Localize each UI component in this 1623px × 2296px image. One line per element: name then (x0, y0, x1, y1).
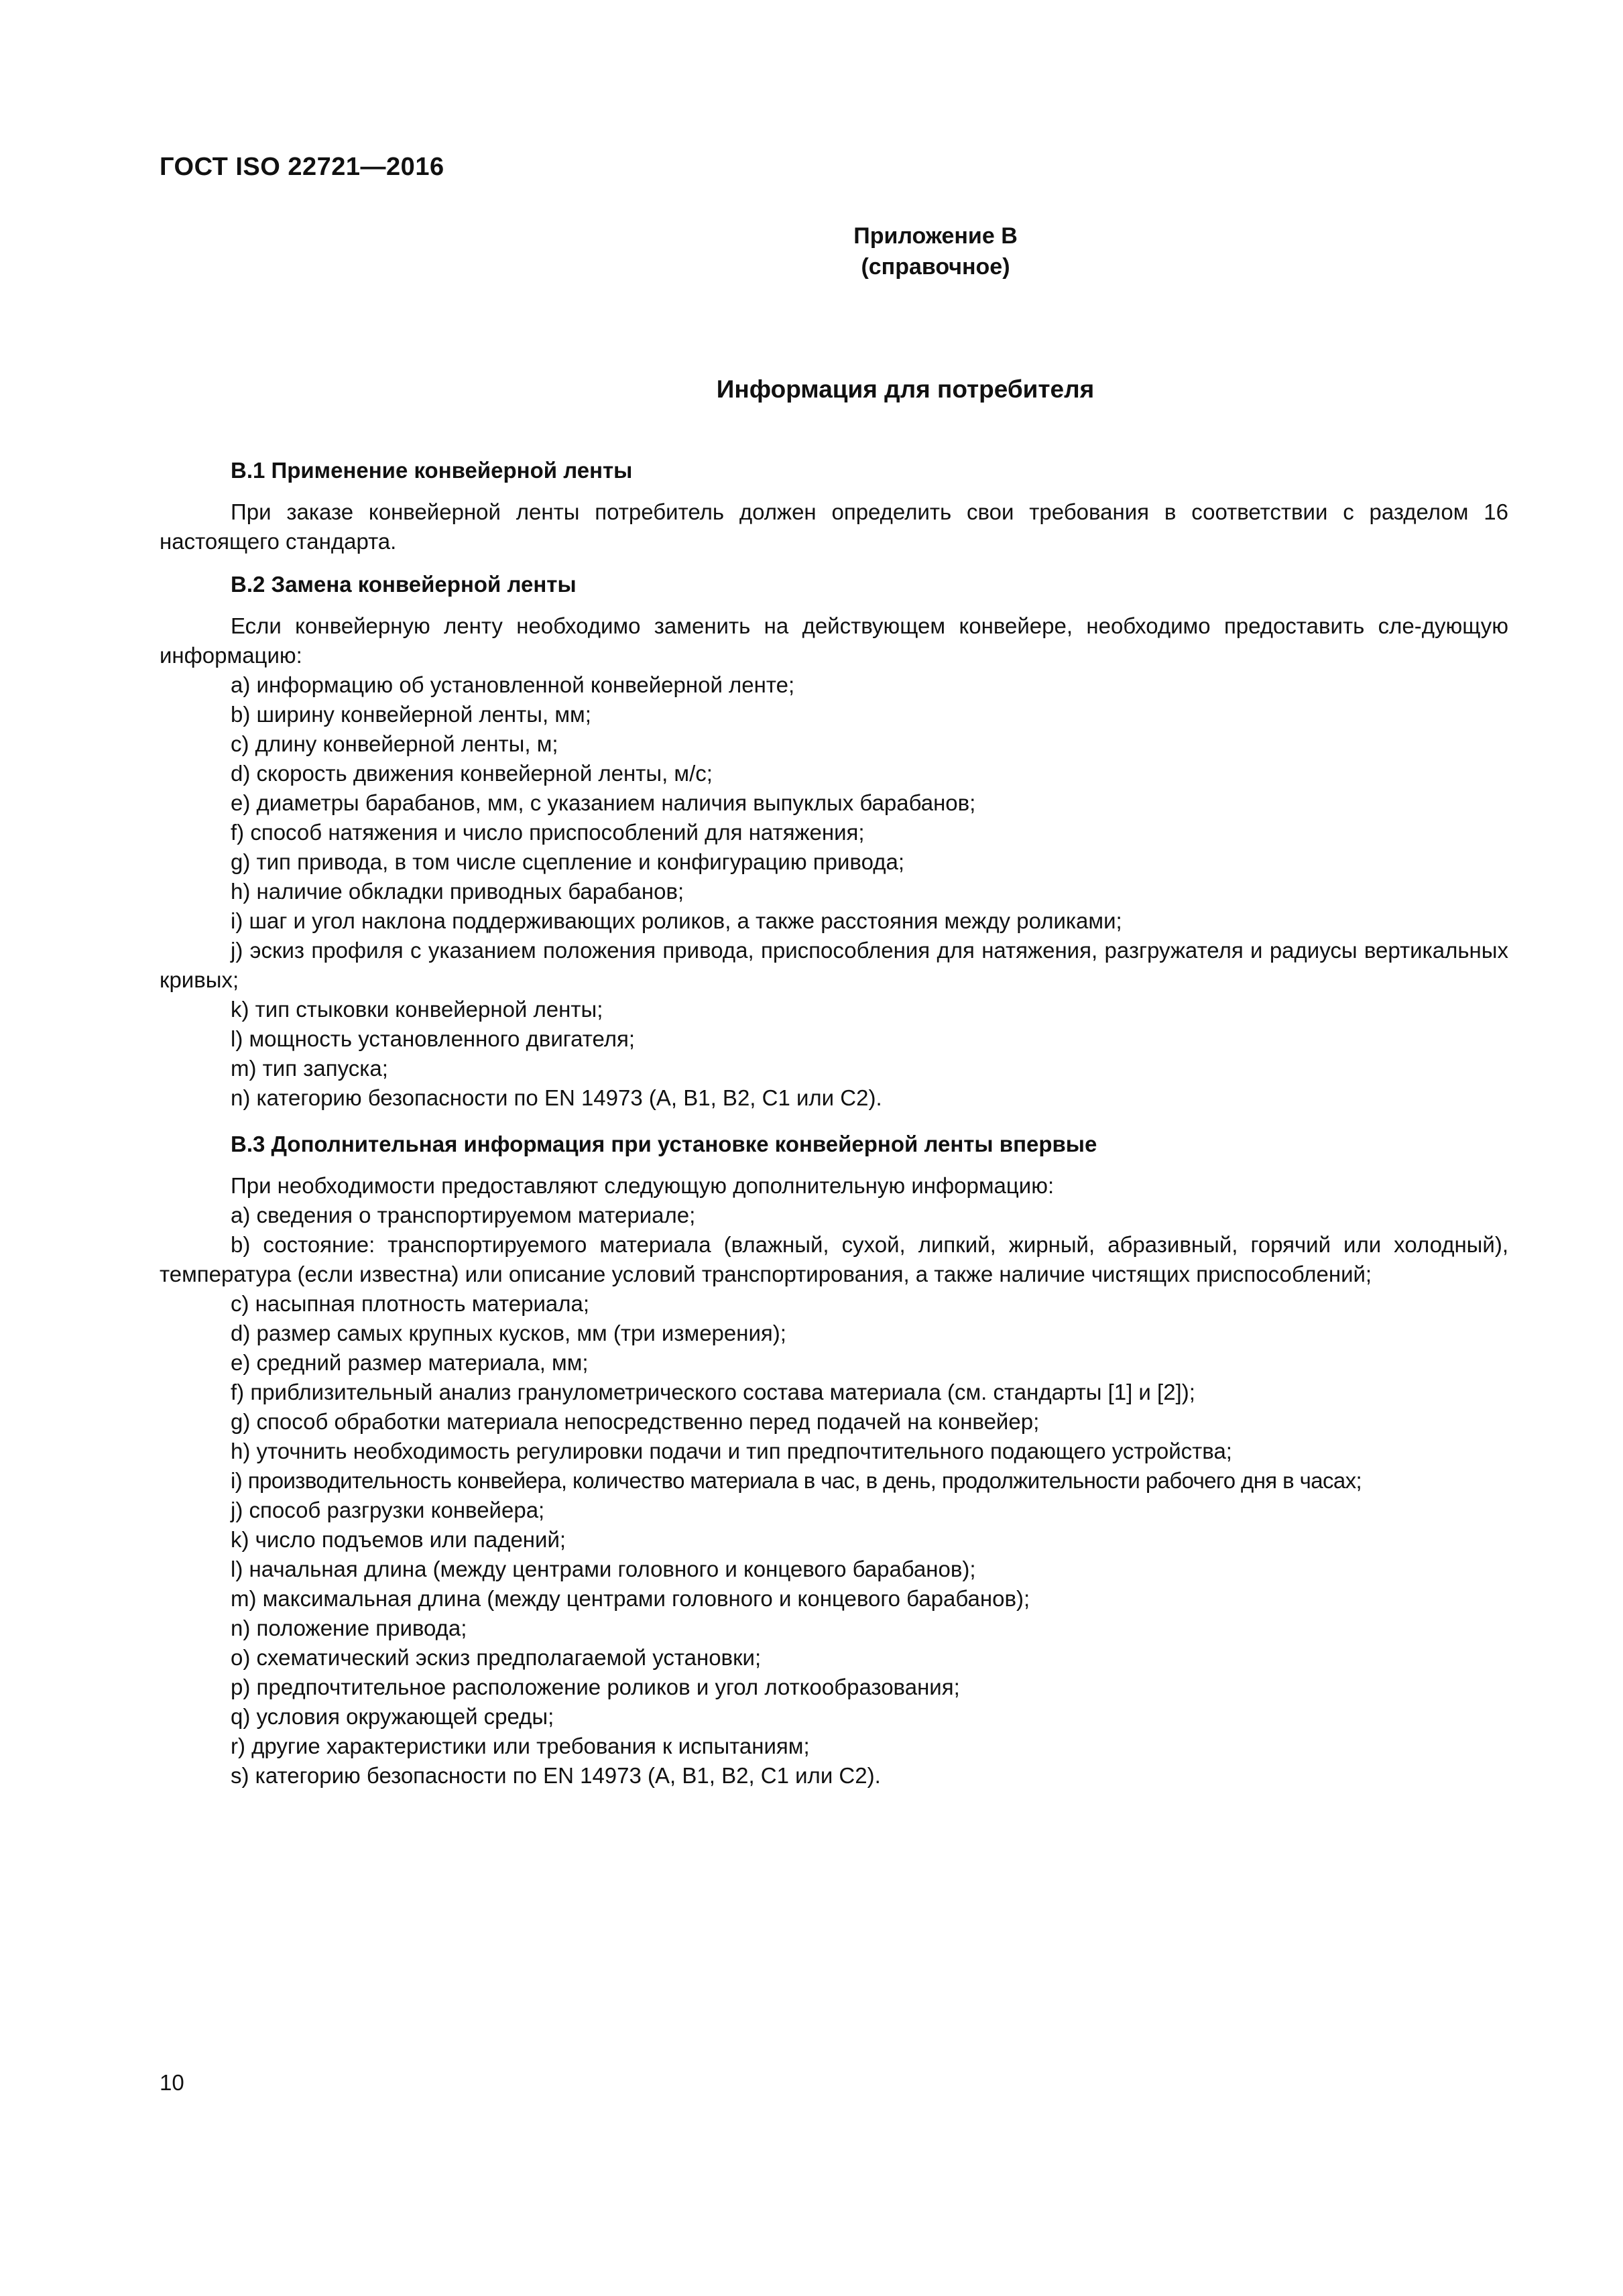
list-item: b) ширину конвейерной ленты, мм; (231, 702, 591, 727)
list-item: n) категорию безопасности по EN 14973 (A, B1, B2, C1 или C2). (231, 1085, 882, 1110)
list-item: l) мощность установленного двигателя; (231, 1026, 636, 1051)
list-item: b) состояние: транспортируемого материала (влажный, сухой, липкий, жирный, абразивный, горячий или холодный), температура (если известна) или описание условий транспортирования, а также наличие чистящих приспособлений; (160, 1232, 1508, 1286)
section-b3 (160, 1130, 1508, 1791)
document-code: ГОСТ ISO 22721—2016 (160, 153, 444, 181)
list-item: o) схематический эскиз предполагаемой установки; (231, 1645, 762, 1670)
list-item: q) условия окружающей среды; (231, 1704, 554, 1729)
list-item: d) скорость движения конвейерной ленты, м/с; (231, 761, 713, 786)
section-b1-text: При заказе конвейерной ленты потребитель должен определить свои требования в соответствии с разделом 16 настоящего стандарта. (160, 499, 1508, 554)
section-b3-intro: При необходимости предоставляют следующую дополнительную информацию: (231, 1173, 1055, 1198)
section-b1 (160, 456, 1508, 556)
list-item: f) приблизительный анализ гранулометрического состава материала (см. стандарты [1] и [2]); (231, 1380, 1195, 1404)
list-item: m) тип запуска; (231, 1056, 388, 1081)
list-item: r) другие характеристики или требования к испытаниям; (231, 1734, 810, 1758)
list-item: c) насыпная плотность материала; (231, 1291, 590, 1316)
list-item: а) информацию об установленной конвейерной ленте; (231, 672, 795, 697)
annex-title: Приложение В (853, 223, 1018, 249)
section-b2 (160, 570, 1508, 1113)
list-item: n) положение привода; (231, 1616, 467, 1640)
list-item: a) сведения о транспортируемом материале; (231, 1203, 696, 1227)
list-item: p) предпочтительное расположение роликов и угол лоткообразования; (231, 1675, 960, 1699)
section-b3-heading: В.3 Дополнительная информация при установке конвейерной ленты впервые (231, 1132, 1097, 1156)
list-item: d) размер самых крупных кусков, мм (три измерения); (231, 1321, 786, 1345)
list-item: i) шаг и угол наклона поддерживающих роликов, а также расстояния между роликами; (231, 908, 1122, 933)
section-b2-heading: В.2 Замена конвейерной ленты (231, 572, 577, 597)
list-item: k) тип стыковки конвейерной ленты; (231, 997, 603, 1022)
list-item: f) способ натяжения и число приспособлений для натяжения; (231, 820, 865, 845)
section-b2-intro: Если конвейерную ленту необходимо заменить на действующем конвейере, необходимо предоставить сле-дующую информацию: (160, 613, 1508, 668)
list-item: g) тип привода, в том числе сцепление и конфигурацию привода; (231, 849, 905, 874)
page-number: 10 (160, 2070, 184, 2095)
list-item: i) производительность конвейера, количество материала в час, в день, продолжительности рабочего дня в часах; (231, 1468, 1362, 1493)
section-b1-heading: В.1 Применение конвейерной ленты (231, 458, 633, 483)
list-item: l) начальная длина (между центрами головного и концевого барабанов); (231, 1557, 976, 1581)
list-item: e) диаметры барабанов, мм, с указанием наличия выпуклых барабанов; (231, 790, 976, 815)
list-item: m) максимальная длина (между центрами головного и концевого барабанов); (231, 1586, 1030, 1611)
annex-type: (справочное) (861, 254, 1010, 280)
list-item: c) длину конвейерной ленты, м; (231, 731, 558, 756)
main-title: Информация для потребителя (716, 375, 1095, 403)
list-item: s) категорию безопасности по EN 14973 (A, B1, B2, C1 или C2). (231, 1763, 881, 1788)
list-item: h) уточнить необходимость регулировки подачи и тип предпочтительного подающего устройства; (231, 1439, 1232, 1463)
list-item: e) средний размер материала, мм; (231, 1350, 589, 1375)
list-item: h) наличие обкладки приводных барабанов; (231, 879, 684, 904)
list-item: g) способ обработки материала непосредственно перед подачей на конвейер; (231, 1409, 1040, 1434)
list-item: k) число подъемов или падений; (231, 1527, 566, 1552)
list-item: j) способ разгрузки конвейера; (231, 1498, 545, 1522)
list-item: j) эскиз профиля с указанием положения привода, приспособления для натяжения, разгружателя и радиусы вертикальных кривых; (160, 938, 1508, 992)
